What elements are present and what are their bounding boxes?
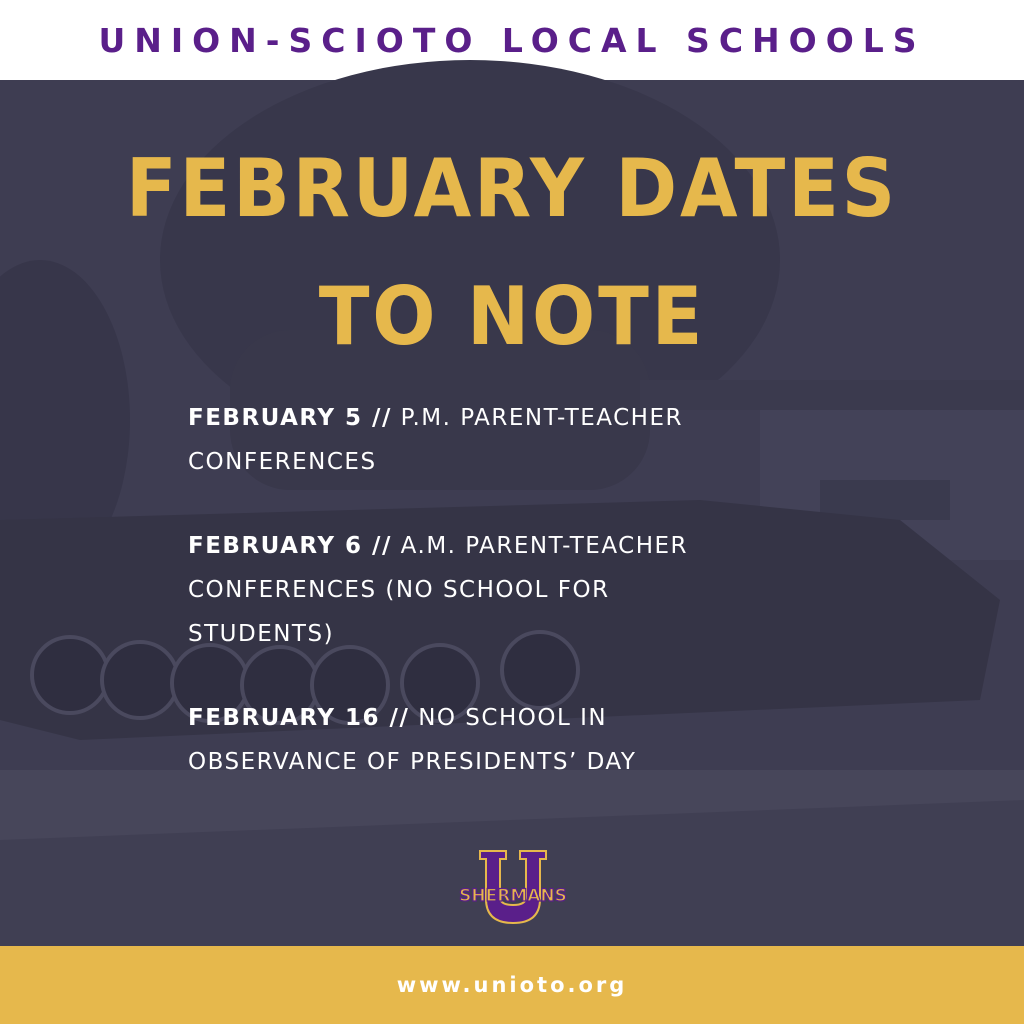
logo-text: SHERMANS bbox=[459, 886, 567, 906]
event-description: STUDENTS) bbox=[188, 621, 335, 647]
event-first-line bbox=[188, 524, 888, 568]
event-item bbox=[188, 696, 888, 784]
hero-background bbox=[0, 80, 1024, 946]
headline-line-1: FEBRUARY DATES bbox=[125, 142, 899, 235]
event-description: CONFERENCES bbox=[188, 449, 377, 475]
event-first-line bbox=[188, 696, 888, 740]
event-description: CONFERENCES (NO SCHOOL FOR bbox=[188, 577, 610, 603]
event-date: FEBRUARY 6 // bbox=[188, 533, 392, 559]
event-description: P.M. PARENT-TEACHER bbox=[400, 405, 683, 431]
event-item bbox=[188, 396, 888, 484]
footer-bar bbox=[0, 946, 1024, 1024]
org-name: UNION-SCIOTO LOCAL SCHOOLS bbox=[98, 20, 926, 60]
website-link[interactable]: www.unioto.org bbox=[396, 973, 628, 997]
event-item bbox=[188, 524, 888, 656]
events-list bbox=[188, 396, 888, 824]
headline-line-2: TO NOTE bbox=[318, 270, 706, 363]
event-first-line bbox=[188, 396, 888, 440]
event-description: OBSERVANCE OF PRESIDENTS’ DAY bbox=[188, 749, 637, 775]
event-description: NO SCHOOL IN bbox=[418, 705, 608, 731]
event-description: A.M. PARENT-TEACHER bbox=[400, 533, 689, 559]
event-date: FEBRUARY 5 // bbox=[188, 405, 392, 431]
event-date: FEBRUARY 16 // bbox=[188, 705, 410, 731]
shermans-logo bbox=[459, 847, 567, 935]
